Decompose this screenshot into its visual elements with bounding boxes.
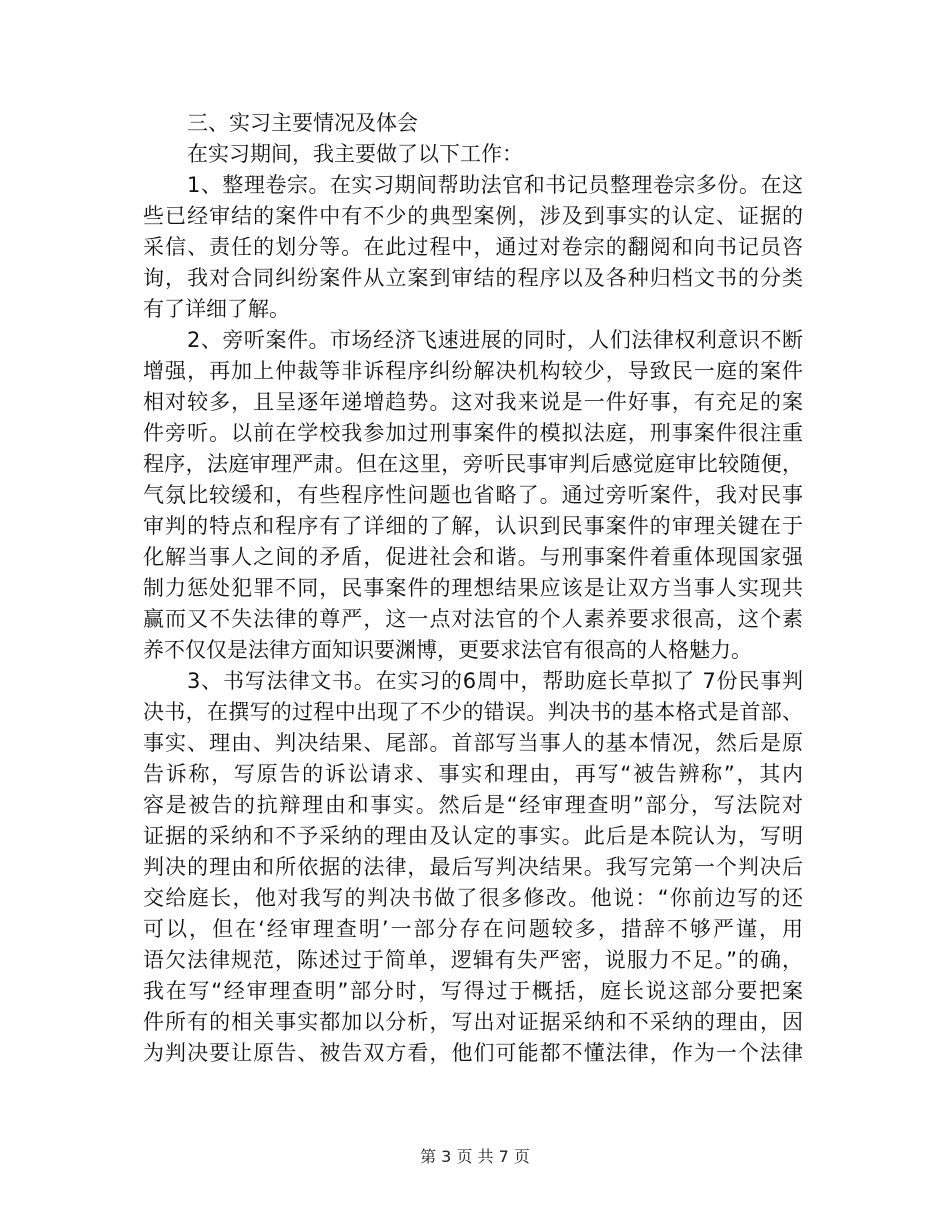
document-body (143, 108, 803, 1069)
paragraph-line: 养不仅仅是法律方面知识要渊博，更要求法官有很高的人格魅力。 (143, 638, 752, 662)
paragraph-line: 可以，但在‘经审理查明’一部分存在问题较多，措辞不够严谨，用 (143, 917, 803, 941)
paragraph-1 (143, 170, 803, 325)
paragraph-line: 件旁听。以前在学校我参加过刑事案件的模拟法庭，刑事案件很注重 (143, 421, 803, 445)
paragraph-line: 语欠法律规范，陈述过于简单，逻辑有失严密，说服力不足。”的确， (143, 948, 803, 972)
paragraph-line: 决书，在撰写的过程中出现了不少的错误。判决书的基本格式是首部、 (143, 700, 803, 724)
paragraph-line: 采信、责任的划分等。在此过程中，通过对卷宗的翻阅和向书记员咨 (143, 235, 803, 259)
paragraph-line: 证据的采纳和不予采纳的理由及认定的事实。此后是本院认为，写明 (143, 824, 803, 848)
paragraph-line: 制力惩处犯罪不同，民事案件的理想结果应该是让双方当事人实现共 (143, 576, 803, 600)
paragraph-line: 为判决要让原告、被告双方看，他们可能都不懂法律，作为一个法律 (143, 1041, 803, 1065)
paragraph-line: 3、书写法律文书。在实习的6周中，帮助庭长草拟了 7份民事判 (187, 669, 803, 693)
paragraph-line: 交给庭长，他对我写的判决书做了很多修改。他说：“你前边写的还 (143, 886, 803, 910)
intro-line: 在实习期间，我主要做了以下工作： (187, 142, 523, 166)
paragraph-line: 2、旁听案件。市场经济飞速进展的同时，人们法律权利意识不断 (187, 328, 803, 352)
paragraph-line: 询，我对合同纠纷案件从立案到审结的程序以及各种归档文书的分类 (143, 266, 803, 290)
paragraph-line: 增强，再加上仲裁等非诉程序纠纷解决机构较少，导致民一庭的案件 (143, 359, 803, 383)
paragraph-line: 件所有的相关事实都加以分析，写出对证据采纳和不采纳的理由，因 (143, 1010, 803, 1034)
paragraph-line: 有了详细了解。 (143, 297, 290, 321)
paragraph-line: 1、整理卷宗。在实习期间帮助法官和书记员整理卷宗多份。在这 (187, 173, 803, 197)
paragraph-line: 赢而又不失法律的尊严，这一点对法官的个人素养要求很高，这个素 (143, 607, 803, 631)
paragraph-2 (143, 325, 803, 666)
page-number-footer: 第 3 页 共 7 页 (420, 1147, 530, 1166)
paragraph-line: 程序，法庭审理严肃。但在这里，旁听民事审判后感觉庭审比较随便， (143, 452, 803, 476)
paragraph-line: 我在写“经审理查明”部分时，写得过于概括，庭长说这部分要把案 (143, 979, 803, 1003)
paragraph-line: 相对较多，且呈逐年递增趋势。这对我来说是一件好事，有充足的案 (143, 390, 803, 414)
paragraph-line: 气氛比较缓和，有些程序性问题也省略了。通过旁听案件，我对民事 (143, 483, 803, 507)
paragraph-line: 判决的理由和所依据的法律，最后写判决结果。我写完第一个判决后 (143, 855, 803, 879)
paragraph-3 (143, 666, 803, 1069)
paragraph-line: 容是被告的抗辩理由和事实。然后是“经审理查明”部分，写法院对 (143, 793, 803, 817)
paragraph-line: 事实、理由、判决结果、尾部。首部写当事人的基本情况，然后是原 (143, 731, 803, 755)
paragraph-line: 化解当事人之间的矛盾，促进社会和谐。与刑事案件着重体现国家强 (143, 545, 803, 569)
section-heading: 三、实习主要情况及体会 (187, 111, 418, 135)
paragraph-line: 审判的特点和程序有了详细的了解，认识到民事案件的审理关键在于 (143, 514, 803, 538)
paragraph-line: 些已经审结的案件中有不少的典型案例，涉及到事实的认定、证据的 (143, 204, 803, 228)
paragraph-line: 告诉称，写原告的诉讼请求、事实和理由，再写“被告辨称”，其内 (143, 762, 803, 786)
